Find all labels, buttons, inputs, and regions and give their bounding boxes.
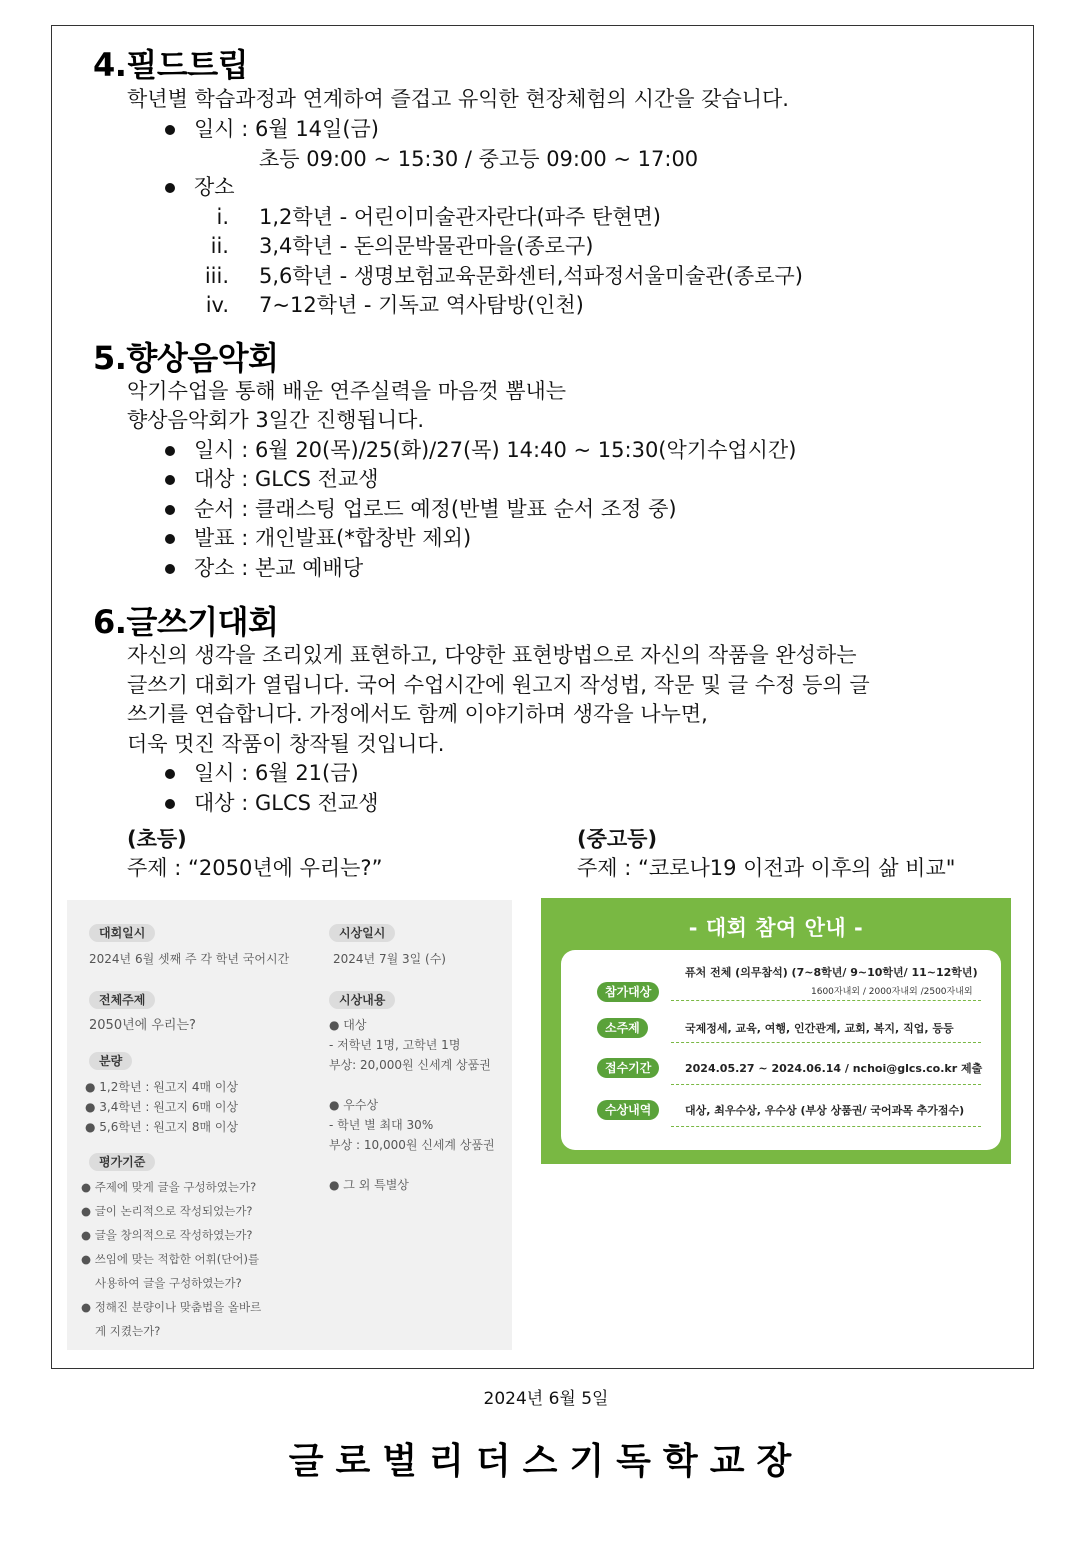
criteria-line: ● 쓰임에 맞는 적합한 어휘(단어)를 (81, 1252, 260, 1266)
field-trip-intro: 학년별 학습과정과 연계하여 즐겁고 유익한 현장체험의 시간을 갖습니다. (127, 87, 789, 111)
criteria-pill: 평가기준 (89, 1153, 155, 1171)
guide-row-text: 퓨처 전체 (의무참석) (7~8학년/ 9~10학년/ 11~12학년) (685, 966, 978, 979)
guide-card (561, 950, 1001, 1150)
field-trip-time: 초등 09:00 ~ 15:30 / 중고등 09:00 ~ 17:00 (259, 147, 699, 171)
amount-pill: 분량 (89, 1052, 132, 1070)
bullet-dot (165, 564, 175, 574)
guide-tag: 참가대상 (597, 982, 659, 1002)
guide-title: - 대회 참여 안내 - (688, 916, 864, 940)
concert-intro-1: 악기수업을 통해 배운 연주실력을 마음껏 뽐내는 (127, 379, 567, 403)
theme-pill: 전체주제 (89, 991, 155, 1009)
writing-intro-line: 쓰기를 연습합니다. 가정에서도 함께 이야기하며 생각을 나누면, (127, 702, 708, 726)
guide-row-sub: 1600자내외 / 2000자내외 /2500자내외 (811, 987, 973, 997)
bullet-dot (165, 183, 175, 193)
award-line: - 저학년 1명, 고학년 1명 (329, 1038, 461, 1052)
writing-intro-line: 글쓰기 대회가 열립니다. 국어 수업시간에 원고지 작성법, 작문 및 글 수정 등의 글 (127, 673, 870, 697)
secondary-label: (중고등) (577, 827, 658, 851)
concert-intro-2: 향상음악회가 3일간 진행됩니다. (127, 408, 425, 432)
award-line: ● 대상 (329, 1018, 367, 1032)
award-line: 부상: 20,000원 신세계 상품권 (329, 1058, 491, 1072)
bullet-dot (165, 125, 175, 135)
section-title-writing-contest: 6.글쓰기대회 (93, 603, 279, 641)
bullet-dot (165, 534, 175, 544)
award-line: ● 그 외 특별상 (329, 1178, 409, 1192)
dashed-divider (671, 1084, 981, 1085)
place-item: i. 1,2학년 - 어린이미술관자란다(파주 탄현면) (216, 205, 661, 229)
amount-item: ● 5,6학년 : 원고지 8매 이상 (85, 1120, 239, 1134)
bullet-dot (165, 799, 175, 809)
theme-text: 2050년에 우리는? (89, 1018, 196, 1033)
guide-row-text: 2024.05.27 ~ 2024.06.14 / nchoi@glcs.co.kr 제출 (685, 1062, 983, 1075)
bullet-dot (165, 446, 175, 456)
guide-tag: 소주제 (597, 1018, 648, 1038)
contest-date-text: 2024년 6월 셋째 주 각 학년 국어시간 (89, 952, 290, 966)
guide-tag: 접수기간 (597, 1058, 659, 1078)
writing-intro-line: 더욱 멋진 작품이 창작될 것입니다. (127, 732, 445, 756)
writing-intro-line: 자신의 생각을 조리있게 표현하고, 다양한 표현방법으로 자신의 작품을 완성하는 (127, 643, 857, 667)
criteria-line: 사용하여 글을 구성하였는가? (95, 1276, 242, 1290)
criteria-line: 게 지켰는가? (95, 1324, 161, 1338)
contest-date-pill: 대회일시 (89, 924, 155, 942)
bullet-dot (165, 475, 175, 485)
dashed-divider (671, 1042, 981, 1043)
criteria-line: ● 글이 논리적으로 작성되었는가? (81, 1204, 253, 1218)
school-principal-signature: 글로벌리더스기독학교장 (288, 1441, 804, 1482)
contest-info-panel (67, 900, 512, 1350)
participation-guide-panel (541, 898, 1011, 1164)
guide-row-text: 대상, 최우수상, 우수상 (부상 상품권/ 국어과목 추가점수) (685, 1104, 965, 1117)
place-item: iii. 5,6학년 - 생명보험교육문화센터,석파정서울미술관(종로구) (204, 264, 803, 288)
criteria-line: ● 정해진 분량이나 맞춤법을 올바르 (81, 1300, 262, 1314)
place-item: ii. 3,4학년 - 돈의문박물관마을(종로구) (210, 234, 594, 258)
amount-item: ● 3,4학년 : 원고지 6매 이상 (85, 1100, 239, 1114)
place-item: iv. 7~12학년 - 기독교 역사탐방(인천) (205, 293, 584, 317)
award-line: - 학년 별 최대 30% (329, 1118, 434, 1132)
award-date-pill: 시상일시 (329, 924, 395, 942)
bullet-dot (165, 769, 175, 779)
award-line: ● 우수상 (329, 1098, 379, 1112)
award-line: 부상 : 10,000원 신세계 상품권 (329, 1138, 495, 1152)
document-date: 2024년 6월 5일 (483, 1389, 609, 1409)
guide-tag: 수상내역 (597, 1100, 659, 1120)
award-date-text: 2024년 7월 3일 (수) (333, 952, 446, 966)
criteria-line: ● 주제에 맞게 글을 구성하였는가? (81, 1180, 257, 1194)
bullet-dot (165, 505, 175, 515)
amount-item: ● 1,2학년 : 원고지 4매 이상 (85, 1080, 239, 1094)
section-title-field-trip: 4.필드트립 (93, 46, 249, 84)
dashed-divider (671, 1000, 981, 1001)
section-title-concert: 5.향상음악회 (93, 339, 279, 377)
award-content-pill: 시상내용 (329, 991, 395, 1009)
secondary-topic: 주제 : “코로나19 이전과 이후의 삶 비교" (577, 856, 956, 880)
elementary-topic: 주제 : “2050년에 우리는?” (127, 856, 383, 880)
guide-row-text: 국제정세, 교육, 여행, 인간관계, 교회, 복지, 직업, 등등 (685, 1022, 954, 1035)
elementary-label: (초등) (127, 827, 187, 851)
criteria-line: ● 글을 창의적으로 작성하였는가? (81, 1228, 253, 1242)
dashed-divider (671, 1126, 981, 1127)
